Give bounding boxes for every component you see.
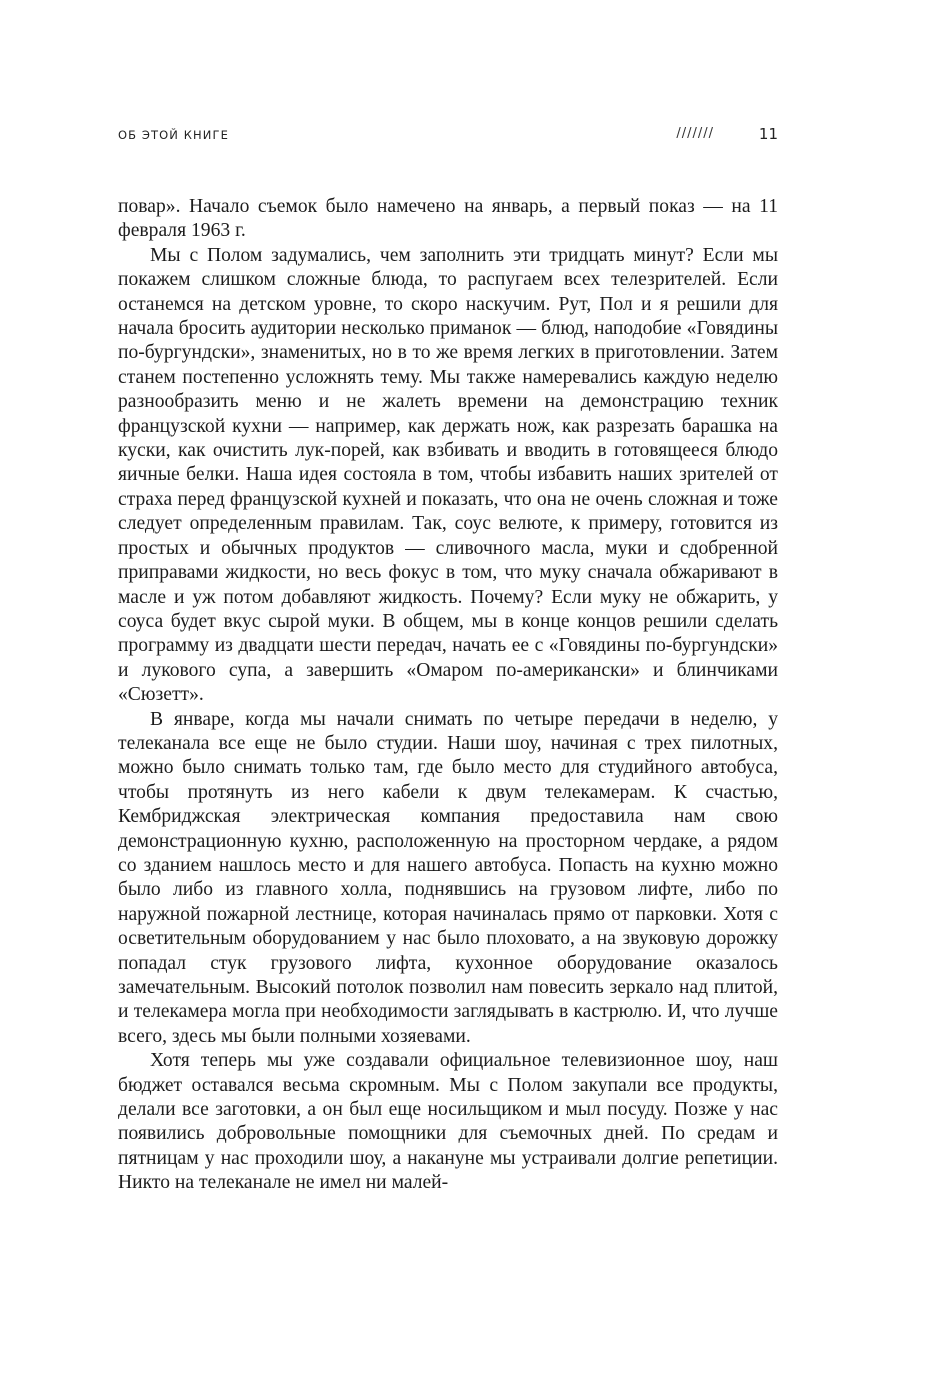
header-ornament: /////// <box>676 126 714 141</box>
paragraph-continued: повар». Начало съемок было намечено на январь, а первый показ — на 11 февраля 1963 г. <box>118 196 778 242</box>
paragraph: Хотя теперь мы уже создавали официальное телевизионное шоу, наш бюджет оставался весьма скромным. Мы с Полом закупали все продукты, делали все заготовки, а он был еще носильщиком и мыл посуду. Позже у нас появились добровольные помощники для съемочных дней. По средам и пятницам у нас проходили шоу, а накануне мы устраивали долгие репетиции. Никто на телеканале не имел ни малей- <box>118 1050 778 1194</box>
paragraph: В январе, когда мы начали снимать по четыре передачи в неделю, у телеканала все еще не было студии. Наши шоу, начиная с трех пилотных, можно было снимать только там, где было место для студийного автобуса, чтобы протянуть из него кабели к двум телекамерам. К счастью, Кембриджская электрическая компания предоставила нам свою демонстрационную кухню, расположенную на просторном чердаке, а рядом со зданием нашлось место и для нашего автобуса. Попасть на кухню можно было либо из главного холла, поднявшись на грузовом лифте, либо по наружной пожарной лестнице, которая начиналась прямо от парковки. Хотя с осветительным оборудованием у нас было плоховато, а на звуковую дорожку попадал стук грузового лифта, кухонное оборудование оказалось замечательным. Высокий потолок позволил нам повесить зеркало над плитой, и телекамера могла при необходимости заглядывать в кастрюлю. И, что лучше всего, здесь мы были полными хозяевами. <box>118 708 778 1047</box>
section-title: ОБ ЭТОЙ КНИГЕ <box>118 128 229 142</box>
body-text <box>118 195 778 1196</box>
running-head <box>118 126 778 146</box>
paragraph: Мы с Полом задумались, чем заполнить эти тридцать минут? Если мы покажем слишком сложные блюда, то распугаем всех телезрителей. Если останемся на детском уровне, то скоро наскучим. Рут, Пол и я решили для начала бросить аудитории несколько приманок — блюд, наподобие «Говядины по-бургундски», знаменитых, но в то же время легких в приготовлении. Затем станем постепенно усложнять тему. Мы также намеревались каждую неделю разнообразить меню и не жалеть времени на демонстрацию техник французской кухни — например, как держать нож, как разрезать барашка на куски, как очистить лук-порей, как взбивать и вводить в готовящееся блюдо яичные белки. Наша идея состояла в том, чтобы избавить наших зрителей от страха перед французской кухней и показать, что она не очень сложная и тоже следует определенным правилам. Так, соус велюте, к примеру, готовится из простых и обычных продуктов — сливочного масла, муки и сдобренной приправами жидкости, но весь фокус в том, что муку сначала обжаривают в масле и уж потом добавляют жидкость. Почему? Если муку не обжарить, у соуса будет вкус сырой муки. В общем, мы в конце концов решили сделать программу из двадцати шести передач, начать ее с «Говядины по-бургундски» и лукового супа, а завершить «Омаром по-американски» и блинчиками «Сюзетт». <box>118 244 778 706</box>
page-number: 11 <box>758 125 778 143</box>
